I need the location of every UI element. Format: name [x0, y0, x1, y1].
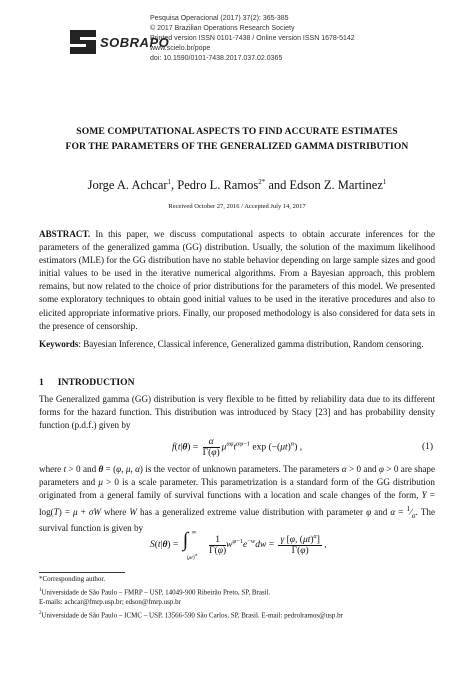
footnote-corresponding: *Corresponding author.: [39, 575, 106, 583]
section-heading: [39, 377, 135, 388]
logo-wordmark: SOBRAPO: [100, 35, 170, 50]
equation-survival: S(t|θ) = ∫ ∞ $(\mu t)^\alpha$ $\frac{1}{\Gamma(\varphi)}$ $w^{\varphi-1}e^{-w}dw$ = $\frac{\gamma [\varphi, (\mu t)^\alpha]}{\Gamma(\varphi)}$ ,: [150, 529, 327, 561]
paper-title-line2: FOR THE PARAMETERS OF THE GENERALIZED GAMMA DISTRIBUTION: [65, 141, 409, 152]
abstract-text: In this paper, we discuss computational aspects to obtain accurate inferences for the parameters of the generalized gamma (GG) distribution. Usually, the solution of the maximum likelihood estimators (MLE) for the GG distribution have no stable behavior depending on large sample sizes and good initial values to be used in the iterative numerical algorithms. From a Bayesian approach, this problem remains, but now related to the choice of prior distributions for the parameters of this model. We presented some exploratory techniques to obtain good initial values to be used in the iterative procedures and also to elicited appropriate informative priors. Finally, our proposed methodology is also considered for data sets in the presence of censorship.: [39, 229, 435, 331]
journal-line: doi: 10.1590/0101-7438.2017.037.02.0365: [150, 55, 283, 62]
author-list: [40, 178, 434, 193]
intro-paragraph-2: where t > 0 and θ = (φ, μ, α) is the vector of unknown parameters. The parameters α > 0 and φ > 0 are shape parameters and μ > 0 is a scale parameter. This parametrization is a standard form of the GG distribution originated from a general family of survival functions with a location and scale changes of the form, Y = log(T) = μ + σW where W has a generalized extreme value distribution with parameter φ and $\alpha = ^1⁄_\sigma$. The survival function is given by: [39, 464, 435, 534]
footnote-affiliation-1-email: E-mails: achcar@fmrp.usp.br; edson@fmrp.usp.br: [39, 598, 181, 606]
author-affiliation-mark: 1: [382, 178, 387, 186]
author-affiliation-mark: 2*: [258, 178, 266, 186]
paper-title-line1: SOME COMPUTATIONAL ASPECTS TO FIND ACCURATE ESTIMATES: [76, 126, 398, 137]
journal-line: www.scielo.br/pope: [150, 45, 211, 52]
equation-pdf: f(t|θ) = $\frac{\alpha}{\Gamma(\varphi)}$ $\mu^{\alpha\varphi}t^{\alpha\varphi-1}$ $\exp (-(\mu t)^\alpha)$ ,: [172, 437, 303, 458]
abstract-label: ABSTRACT.: [39, 229, 91, 239]
journal-line: © 2017 Brazilian Operations Research Society: [150, 25, 295, 32]
journal-line: Pesquisa Operacional (2017) 37(2): 365-385: [150, 15, 289, 22]
affiliation-2-text: Universidade de São Paulo – ICMC – USP, 13566-590 São Carlos, SP, Brasil. E-mail: pedrolramos@usp.br: [41, 611, 343, 620]
affiliation-1-text: Universidade de São Paulo – FMRP – USP, 14049-900 Ribeirão Preto, SP, Brasil.: [41, 588, 271, 597]
author-name: Jorge A. Achcar: [87, 178, 168, 193]
equation-number: (1): [422, 442, 434, 452]
abstract: [39, 228, 435, 333]
section-title: INTRODUCTION: [57, 377, 135, 388]
journal-line: Printed version ISSN 0101-7438 / Online version ISSN 1678-5142: [150, 35, 355, 42]
keywords-label: Keywords: [39, 339, 79, 349]
sobrapo-emblem-icon: [66, 28, 100, 56]
section-number: 1: [39, 377, 44, 388]
intro-paragraph-1: The Generalized gamma (GG) distribution is very flexible to be fitted by reliability data due to its different forms for the hazard function. This distribution was introduced by Stacy [23] and has probability density function (p.d.f.) given by: [39, 394, 435, 431]
footnote-affiliation-2: $^2$Universidade de São Paulo – ICMC – USP, 13566-590 São Carlos, SP, Brasil. E-mail: pedrolramos@usp.br: [39, 611, 343, 620]
author-affiliation-mark: 1: [167, 178, 172, 186]
journal-info: [150, 14, 355, 64]
author-separator: and: [265, 178, 290, 193]
footnote-rule: [39, 572, 125, 573]
keywords-text: : Bayesian Inference, Classical inference, Generalized gamma distribution, Random censoring.: [78, 339, 424, 349]
author-separator: ,: [171, 178, 178, 193]
footnote-affiliation-1: $^1$Universidade de São Paulo – FMRP – USP, 14049-900 Ribeirão Preto, SP, Brasil.: [39, 588, 271, 597]
author-name: Pedro L. Ramos: [177, 178, 259, 193]
keywords: [39, 338, 435, 351]
received-dates: Received October 27, 2016 / Accepted July 14, 2017: [168, 203, 306, 210]
author-name: Edson Z. Martinez: [289, 178, 383, 193]
